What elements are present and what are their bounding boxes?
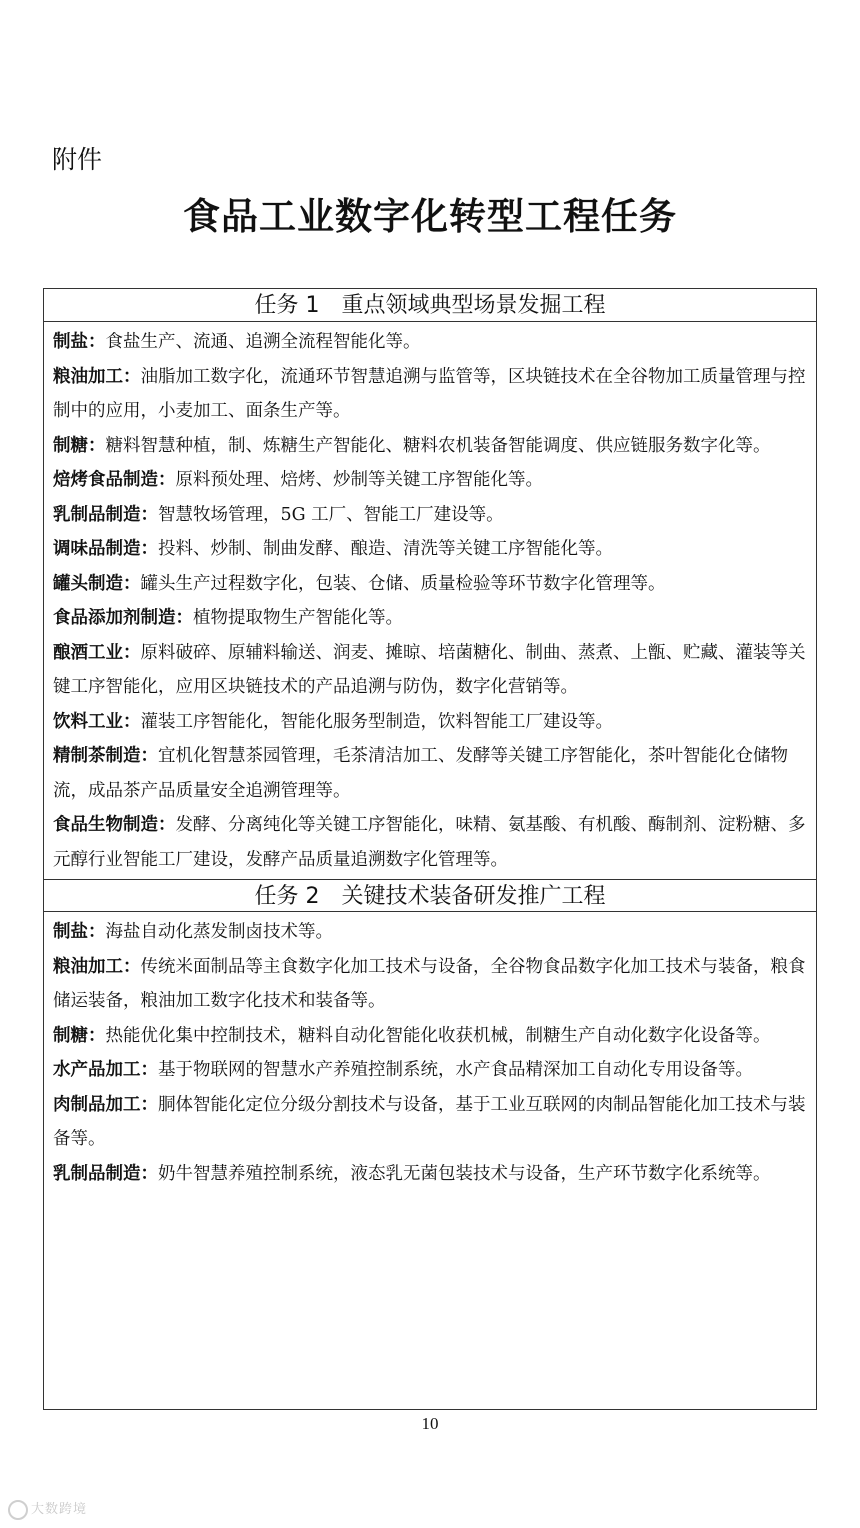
entry-text: 油脂加工数字化，流通环节智慧追溯与监管等，区块链技术在全谷物加工质量管理与控制中的应用，小麦加工、面条生产等。 [53,366,806,421]
entry-text: 胴体智能化定位分级分割技术与设备，基于工业互联网的肉制品智能化加工技术与装备等。 [53,1094,806,1149]
entry-label: 罐头制造： [53,573,141,594]
entry-additive [53,601,808,636]
entry-label: 水产品加工： [53,1060,158,1080]
watermark-text: 大数跨境 [31,1502,88,1517]
entry-text: 宜机化智慧茶园管理，毛茶清洁加工、发酵等关键工序智能化，茶叶智能化仓储物流，成品茶产品质量安全追溯管理等。 [53,746,788,801]
task-table [43,288,817,1410]
section-2-body [44,912,816,1193]
entry-text: 原料预处理、焙烤、炒制等关键工序智能化等。 [175,470,543,490]
entry-label: 乳制品制造： [53,504,158,525]
entry-grain-oil [53,950,808,1019]
entry-label: 焙烤食品制造： [53,470,176,490]
entry-label: 制糖： [53,435,106,456]
entry-canned [53,567,808,602]
entry-label: 乳制品制造： [53,1163,158,1184]
entry-text: 投料、炒制、制曲发酵、酿造、清洗等关键工序智能化等。 [158,539,613,559]
entry-text: 海盐自动化蒸发制卤技术等。 [105,922,333,942]
entry-text: 发酵、分离纯化等关键工序智能化，味精、氨基酸、有机酸、酶制剂、淀粉糖、多元醇行业智能工厂建设，发酵产品质量追溯数字化管理等。 [53,815,806,870]
entry-label: 粮油加工： [53,956,141,977]
entry-meat [53,1088,808,1157]
entry-label: 食品生物制造： [53,815,176,835]
entry-sugar [53,429,808,464]
entry-beverage [53,705,808,740]
entry-brewing [53,636,808,705]
entry-salt [53,325,808,360]
section-1-heading: 任务 1 重点领域典型场景发掘工程 [44,289,816,322]
entry-label: 肉制品加工： [53,1094,158,1115]
attachment-label: 附件 [52,145,103,174]
entry-label: 粮油加工： [53,366,141,387]
entry-text: 奶牛智慧养殖控制系统，液态乳无菌包装技术与设备，生产环节数字化系统等。 [158,1163,771,1184]
entry-text: 热能优化集中控制技术，糖料自动化智能化收获机械，制糖生产自动化数字化设备等。 [105,1025,771,1046]
entry-grain-oil [53,360,808,429]
entry-label: 精制茶制造： [53,746,158,766]
entry-label: 制盐： [53,332,106,352]
section-2-heading: 任务 2 关键技术装备研发推广工程 [44,879,816,912]
entry-tea [53,739,808,808]
entry-aquatic [53,1053,808,1088]
entry-text: 传统米面制品等主食数字化加工技术与设备，全谷物食品数字化加工技术与装备，粮食储运装备，粮油加工数字化技术和装备等。 [53,956,806,1011]
entry-text: 植物提取物生产智能化等。 [193,608,403,628]
document-title: 食品工业数字化转型工程任务 [183,194,677,238]
entry-label: 饮料工业： [53,711,141,732]
entry-condiment [53,532,808,567]
entry-dairy [53,498,808,533]
entry-biomanufacturing [53,808,808,877]
entry-label: 酿酒工业： [53,642,141,663]
entry-bakery [53,463,808,498]
entry-text: 智慧牧场管理，5G 工厂、智能工厂建设等。 [158,504,504,525]
entry-text: 基于物联网的智慧水产养殖控制系统，水产食品精深加工自动化专用设备等。 [158,1060,753,1080]
section-1-body [44,322,816,879]
watermark [8,1498,87,1520]
entry-salt [53,915,808,950]
watermark-logo-icon [8,1500,28,1520]
entry-sugar [53,1019,808,1054]
entry-label: 制盐： [53,922,106,942]
entry-text: 食盐生产、流通、追溯全流程智能化等。 [105,332,421,352]
page-number: 10 [421,1414,439,1433]
entry-dairy [53,1157,808,1192]
entry-label: 调味品制造： [53,539,158,559]
entry-label: 制糖： [53,1025,106,1046]
entry-text: 灌装工序智能化，智能化服务型制造，饮料智能工厂建设等。 [140,711,613,732]
entry-label: 食品添加剂制造： [53,608,193,628]
entry-text: 糖料智慧种植，制、炼糖生产智能化、糖料农机装备智能调度、供应链服务数字化等。 [105,435,771,456]
entry-text: 罐头生产过程数字化，包装、仓储、质量检验等环节数字化管理等。 [140,573,666,594]
entry-text: 原料破碎、原辅料输送、润麦、摊晾、培菌糖化、制曲、蒸煮、上甑、贮藏、灌装等关键工序智能化，应用区块链技术的产品追溯与防伪，数字化营销等。 [53,642,806,697]
